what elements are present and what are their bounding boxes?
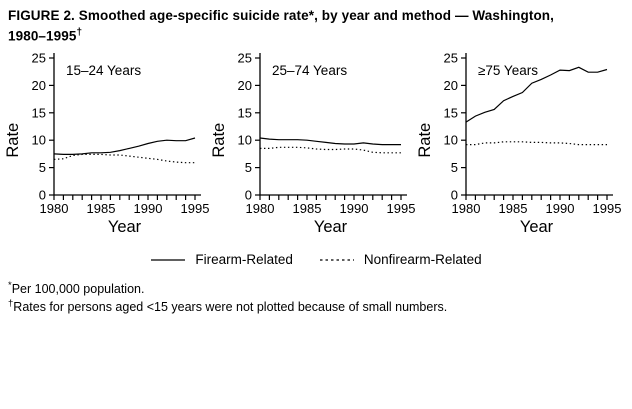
svg-text:5: 5: [244, 160, 252, 176]
svg-text:15: 15: [443, 105, 458, 121]
svg-text:1985: 1985: [292, 201, 322, 217]
svg-text:5: 5: [450, 160, 458, 176]
chart-15-24-years: [4, 48, 210, 240]
svg-text:1990: 1990: [545, 201, 575, 217]
svg-text:1980: 1980: [39, 201, 69, 217]
svg-text:20: 20: [237, 78, 252, 94]
svg-text:20: 20: [31, 78, 46, 94]
svg-text:1985: 1985: [498, 201, 528, 217]
chart-25-74-years: [210, 48, 416, 240]
svg-text:10: 10: [443, 132, 458, 148]
svg-text:1990: 1990: [339, 201, 369, 217]
svg-text:Rate: Rate: [416, 123, 434, 158]
legend-item-nonfirearm: [319, 252, 482, 267]
svg-text:≥75 Years: ≥75 Years: [478, 63, 538, 79]
svg-text:1980: 1980: [245, 201, 275, 217]
svg-text:5: 5: [38, 160, 46, 176]
figure-title-line2: 1980–1995: [8, 28, 77, 44]
svg-text:10: 10: [31, 132, 46, 148]
legend-label-firearm: Firearm-Related: [195, 252, 293, 268]
svg-text:Year: Year: [107, 218, 142, 237]
svg-text:1995: 1995: [180, 201, 210, 217]
footnote-under15: †Rates for persons aged <15 years were not plotted because of small numbers.: [8, 298, 448, 315]
svg-text:1985: 1985: [86, 201, 116, 217]
figure-title: [0, 0, 632, 46]
figure-title-dagger: †: [76, 26, 83, 38]
dotted-line-icon: [319, 255, 355, 265]
legend-item-firearm: [150, 252, 293, 267]
svg-text:0: 0: [450, 187, 458, 203]
svg-text:15: 15: [31, 105, 46, 121]
footnote-asterisk-marker: *: [8, 280, 12, 292]
svg-text:25: 25: [237, 50, 252, 66]
svg-text:1995: 1995: [592, 201, 622, 217]
figure-title-line1: FIGURE 2. Smoothed age-specific suicide rate*, by year and method — Washington,: [8, 8, 555, 23]
chart-legend: [0, 252, 632, 267]
svg-text:Rate: Rate: [4, 123, 22, 158]
svg-text:Year: Year: [313, 218, 348, 237]
svg-text:1980: 1980: [451, 201, 481, 217]
footnote-population: *Per 100,000 population.: [8, 280, 145, 297]
svg-text:Year: Year: [519, 218, 554, 237]
svg-text:15: 15: [237, 105, 252, 121]
svg-text:25–74 Years: 25–74 Years: [272, 63, 348, 79]
charts-row: [0, 48, 632, 240]
legend-label-nonfirearm: Nonfirearm-Related: [363, 252, 482, 268]
svg-text:1995: 1995: [386, 201, 416, 217]
footnotes: [8, 280, 632, 315]
svg-text:1990: 1990: [133, 201, 163, 217]
svg-text:25: 25: [443, 50, 458, 66]
chart-75-plus-years: [416, 48, 622, 240]
solid-line-icon: [150, 255, 186, 265]
svg-text:25: 25: [31, 50, 46, 66]
svg-text:15–24 Years: 15–24 Years: [66, 63, 142, 79]
svg-text:Rate: Rate: [210, 123, 228, 158]
svg-text:10: 10: [237, 132, 252, 148]
svg-text:20: 20: [443, 78, 458, 94]
footnote-dagger-marker: †: [8, 298, 14, 310]
svg-text:0: 0: [38, 187, 46, 203]
svg-text:0: 0: [244, 187, 252, 203]
